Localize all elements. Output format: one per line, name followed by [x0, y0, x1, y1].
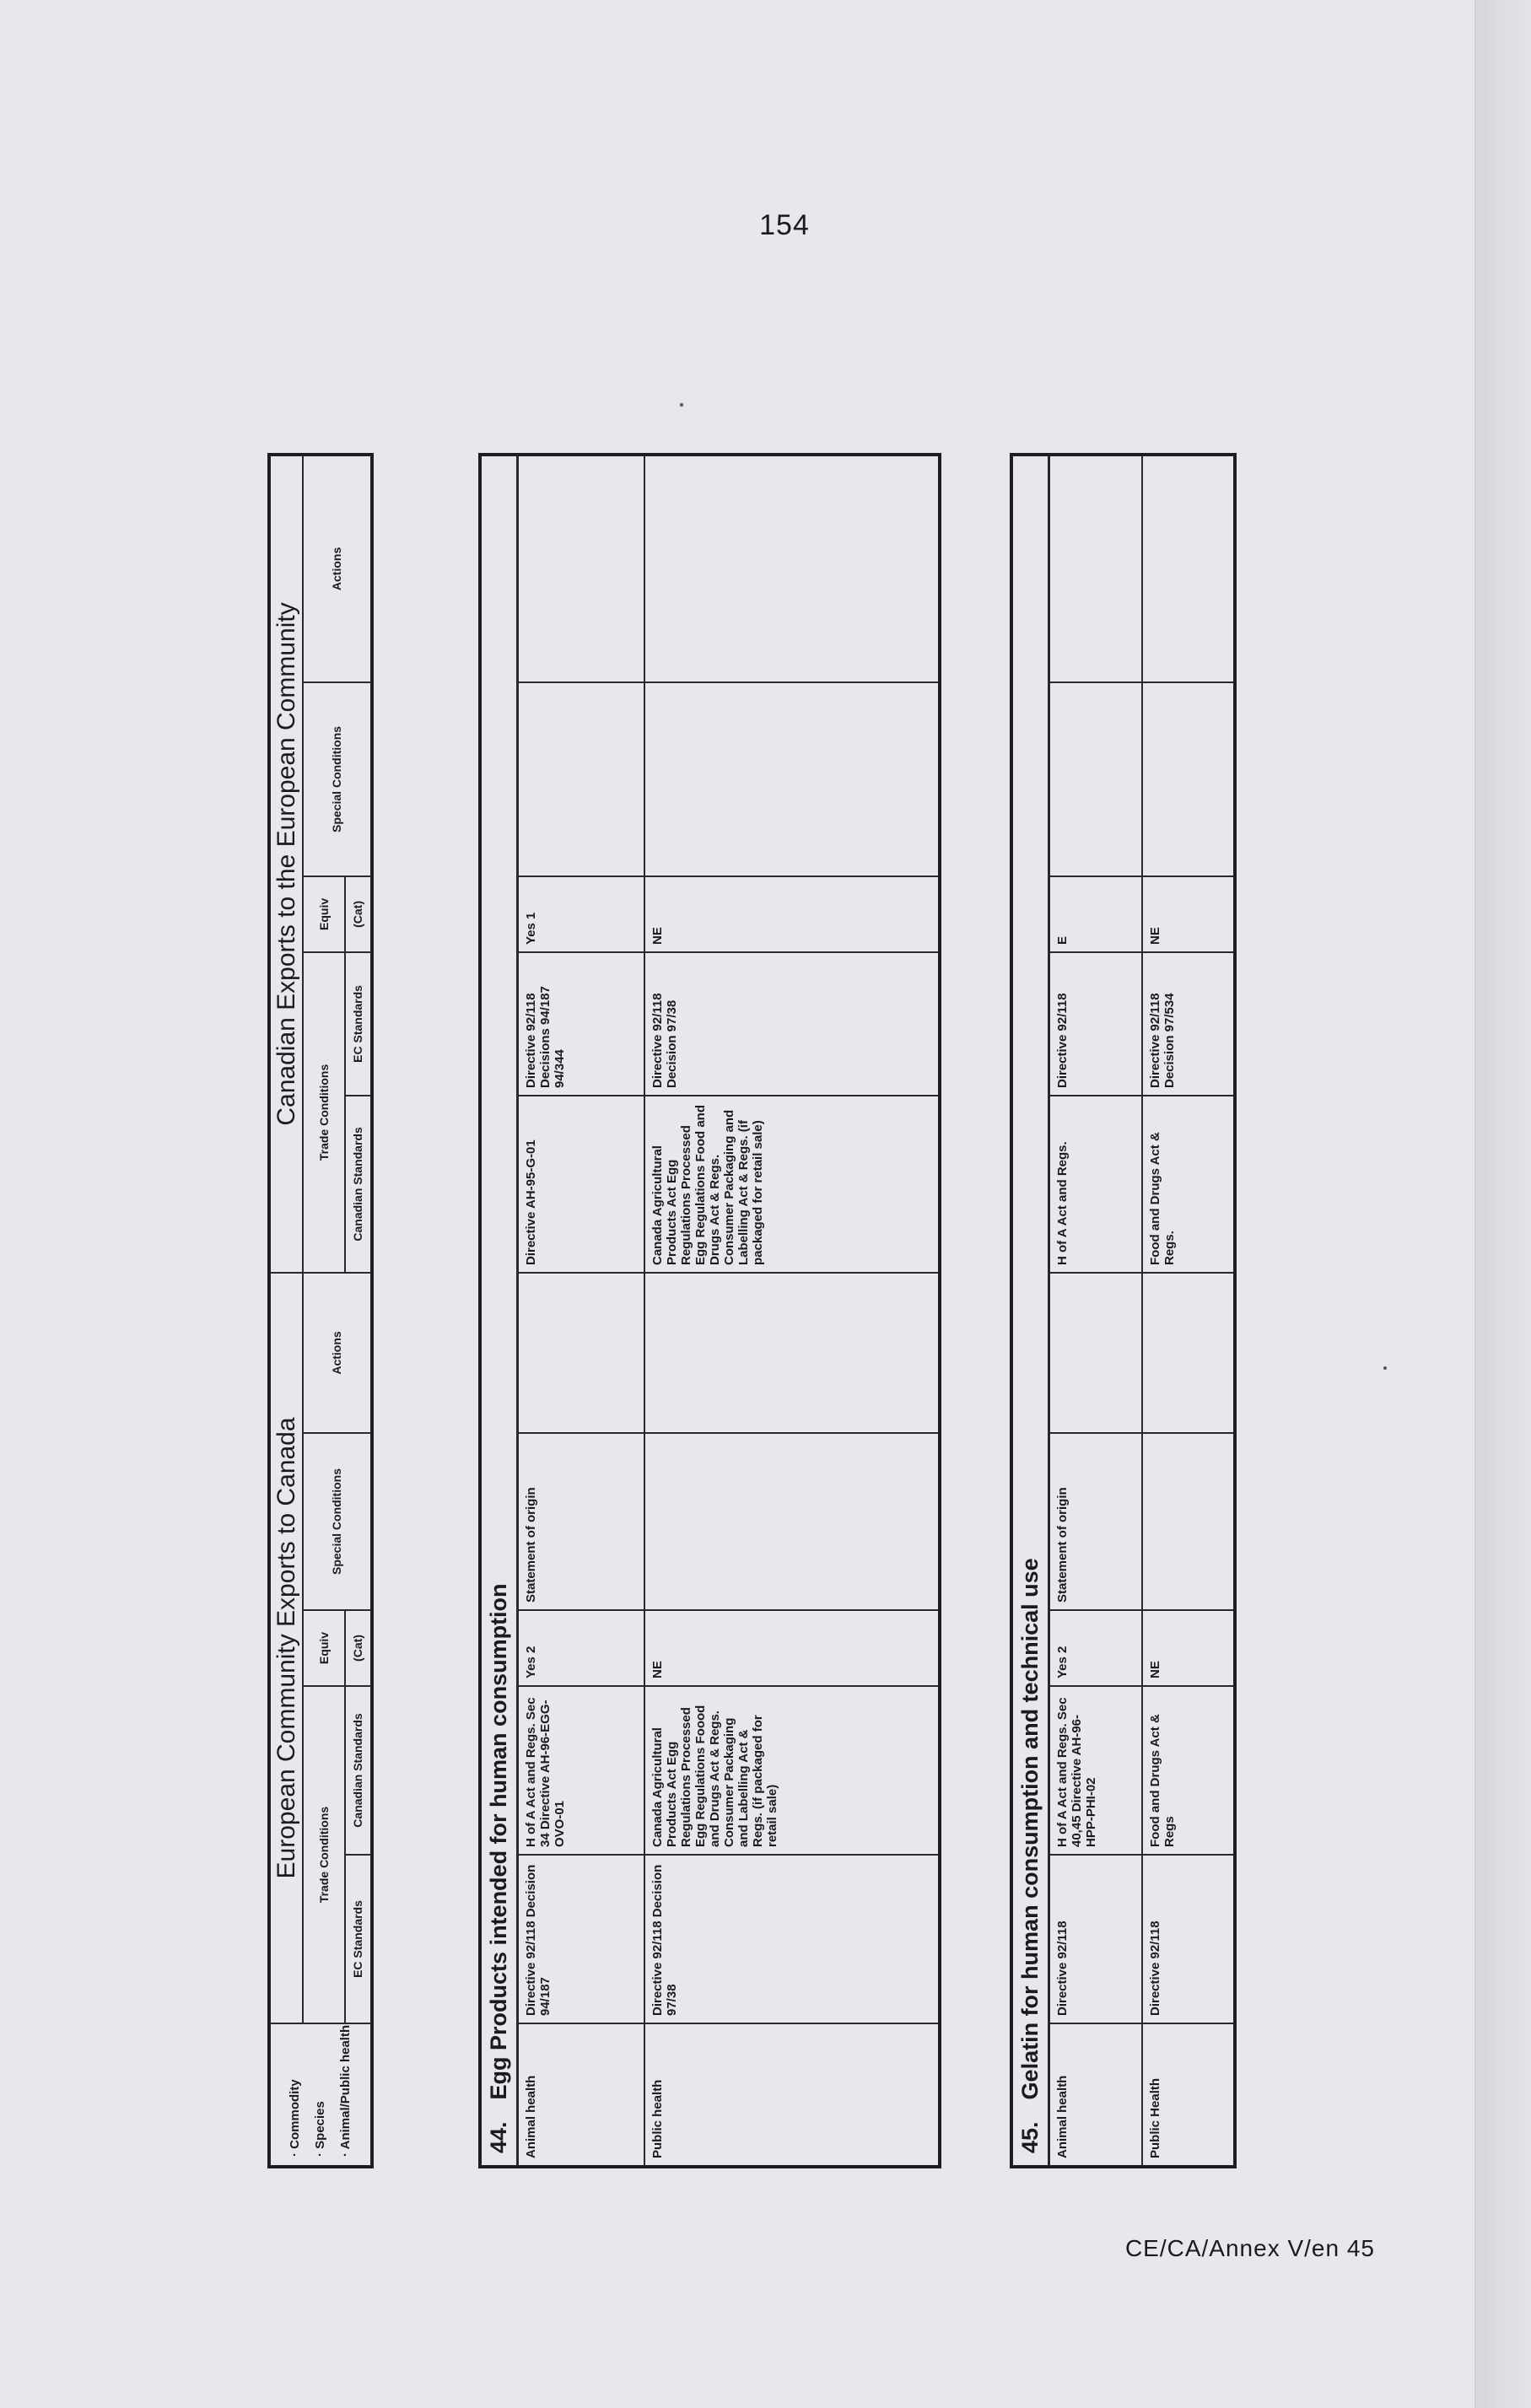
page-edge-shadow [1474, 0, 1531, 2408]
eu-equiv-cell: NE [644, 1610, 940, 1686]
eu-special-cell [644, 1433, 940, 1610]
eu-canadian-standards-cell: Food and Drugs Act & Regs [1142, 1686, 1235, 1855]
eu-equiv-cell: Yes 2 [518, 1610, 644, 1686]
ca-canadian-standards-header: Canadian Standards [345, 1096, 372, 1273]
eu-actions-cell [1142, 1273, 1235, 1433]
ca-equiv-cell: Yes 1 [518, 876, 644, 952]
ca-special-conditions-header: Special Conditions [303, 682, 372, 876]
eu-ec-standards-header: EC Standards [345, 1855, 372, 2023]
ca-equiv-cell: NE [1142, 876, 1235, 952]
ca-ec-standards-cell: Directive 92/118 Decision 97/534 [1142, 952, 1235, 1096]
ca-actions-cell [644, 455, 940, 682]
ca-actions-cell [518, 455, 644, 682]
ca-special-cell [1142, 682, 1235, 876]
eu-canadian-standards-header: Canadian Standards [345, 1686, 372, 1855]
table-row [1142, 455, 1235, 2167]
eu-actions-header: Actions [303, 1273, 372, 1433]
section-title-text: Egg Products intended for human consumption [486, 1583, 511, 2100]
ca-canadian-standards-cell: Directive AH-95-G-01 [518, 1096, 644, 1273]
ca-ec-standards-cell: Directive 92/118 Decision 97/38 [644, 952, 940, 1096]
eu-canadian-standards-cell: H of A Act and Regs. Sec 40,45 Directive AH-96-HPP-PHI-02 [1049, 1686, 1142, 1855]
canada-to-eu-header: Canadian Exports to the European Community [269, 455, 303, 1273]
eu-special-cell [1142, 1433, 1235, 1610]
section-number: 45. [1017, 2121, 1043, 2153]
eu-ec-standards-cell: Directive 92/118 [1142, 1855, 1235, 2023]
section-title [1011, 455, 1049, 2167]
species-line: · Species [313, 2101, 327, 2157]
ca-ec-standards-header: EC Standards [345, 952, 372, 1096]
eu-ec-standards-cell: Directive 92/118 Decision 94/187 [518, 1855, 644, 2023]
ca-special-cell [518, 682, 644, 876]
ca-actions-header: Actions [303, 455, 372, 682]
eu-actions-cell [644, 1273, 940, 1433]
row-label: Public health [644, 2023, 940, 2167]
eu-actions-cell [1049, 1273, 1142, 1433]
section-number: 44. [486, 2121, 511, 2153]
eu-special-cell: Statement of origin [1049, 1433, 1142, 1610]
ca-special-cell [644, 682, 940, 876]
page-number: 154 [759, 209, 810, 241]
section-title-text: Gelatin for human consumption and technical use [1017, 1558, 1043, 2100]
ca-special-cell [1049, 682, 1142, 876]
health-line: · Animal/Public health [338, 2024, 353, 2157]
eu-equiv-cell: NE [1142, 1610, 1235, 1686]
ca-equiv-header: Equiv [303, 876, 345, 952]
eu-canadian-standards-cell: Canada Agricultural Products Act Egg Regulations Processed Egg Regulations Foood and Drugs Act & Regs. Consumer Packaging and Labelling Act & Regs. (if packaged for retail sale) [644, 1686, 940, 1855]
eu-special-cell: Statement of origin [518, 1433, 644, 1610]
ca-actions-cell [1142, 455, 1235, 682]
ca-ec-standards-cell: Directive 92/118 [1049, 952, 1142, 1096]
eu-ec-standards-cell: Directive 92/118 Decision 97/38 [644, 1855, 940, 2023]
eu-cat-header: (Cat) [345, 1610, 372, 1686]
ca-canadian-standards-cell: Canada Agricultural Products Act Egg Regulations Processed Egg Regulations Food and Drugs Act & Regs. Consumer Packaging and Labelling Act & Regs. (if packaged for retail sale) [644, 1096, 940, 1273]
ca-equiv-cell: E [1049, 876, 1142, 952]
header-table [267, 453, 374, 2168]
eu-trade-conditions-header: Trade Conditions [303, 1686, 345, 2023]
section-44-table [478, 453, 941, 2168]
eu-to-canada-header: European Community Exports to Canada [269, 1273, 303, 2023]
row-label: Animal health [518, 2023, 644, 2167]
ca-canadian-standards-cell: Food and Drugs Act & Regs. [1142, 1096, 1235, 1273]
row-label: Animal health [1049, 2023, 1142, 2167]
commodity-header [269, 2023, 372, 2167]
document-reference: CE/CA/Annex V/en 45 [1124, 2235, 1375, 2261]
section-45-table [1010, 453, 1237, 2168]
table-row [518, 455, 644, 2167]
ca-actions-cell [1049, 455, 1142, 682]
eu-equiv-header: Equiv [303, 1610, 345, 1686]
commodity-line: · Commodity [288, 2079, 302, 2157]
section-title [480, 455, 518, 2167]
rotated-table-block [267, 456, 1280, 2168]
ca-equiv-cell: NE [644, 876, 940, 952]
ca-ec-standards-cell: Directive 92/118 Decisions 94/187 94/344 [518, 952, 644, 1096]
eu-canadian-standards-cell: H of A Act and Regs. Sec 34 Directive AH-96-EGG-OVO-01 [518, 1686, 644, 1855]
ca-canadian-standards-cell: H of A Act and Regs. [1049, 1096, 1142, 1273]
eu-ec-standards-cell: Directive 92/118 [1049, 1855, 1142, 2023]
row-label: Public Health [1142, 2023, 1235, 2167]
ca-trade-conditions-header: Trade Conditions [303, 952, 345, 1273]
table-row [1049, 455, 1142, 2167]
eu-equiv-cell: Yes 2 [1049, 1610, 1142, 1686]
speck [680, 403, 683, 407]
eu-actions-cell [518, 1273, 644, 1433]
eu-special-conditions-header: Special Conditions [303, 1433, 372, 1610]
speck [1383, 1366, 1387, 1370]
table-row [644, 455, 940, 2167]
ca-cat-header: (Cat) [345, 876, 372, 952]
